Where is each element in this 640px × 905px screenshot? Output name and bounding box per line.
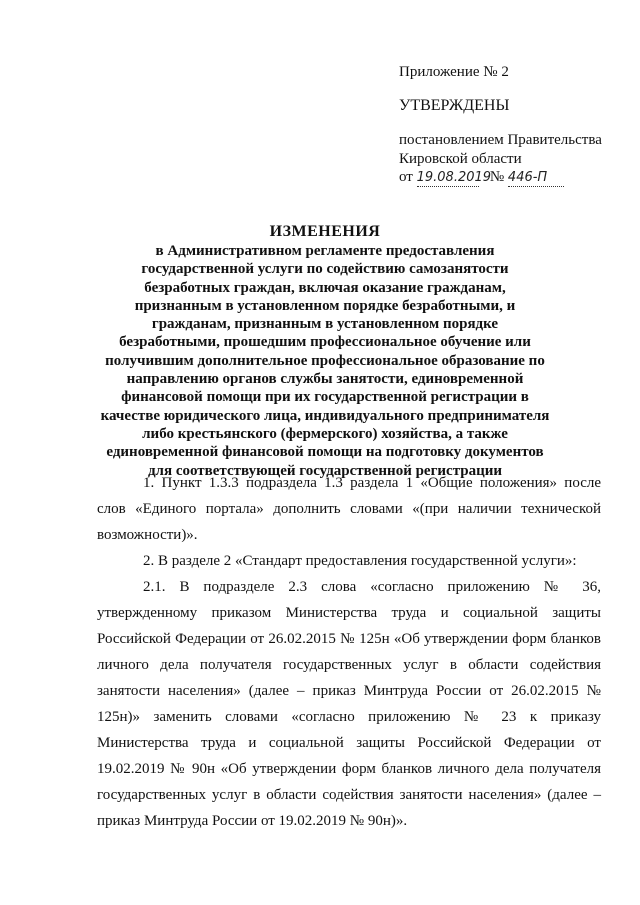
resolution-block	[399, 131, 602, 169]
resolution-line-2: Кировской области	[399, 151, 522, 167]
date-prefix: от	[399, 169, 413, 185]
title-subtitle: в Административном регламенте предоставления государственной услуги по содействию самозанятости безработных граждан, включая оказание гражданам, признанным в установленном порядке безработными, и гражданам, признанным в установленном порядке безработными, прошедшим профессиональное обучение или получившим дополнительное профессиональное образование по направлению органов службы занятости, единовременной финансовой помощи при их государственной регистрации в качестве юридического лица, индивидуального предпринимателя либо крестьянского (фермерского) хозяйства, а также единовременной финансовой помощи на подготовку документов для соответствующей государственной регистрации	[100, 243, 550, 479]
paragraph-1: 1. Пункт 1.3.3 подраздела 1.3 раздела 1 «Общие положения» после слов «Единого портала» дополнить словами «(при наличии технической возможности)».	[97, 475, 601, 543]
paragraph-2: 2. В разделе 2 «Стандарт предоставления государственной услуги»:	[143, 553, 577, 569]
handwritten-number: 446-П	[508, 170, 564, 187]
appendix-label: Приложение № 2	[399, 64, 509, 80]
document-title	[100, 222, 550, 480]
number-prefix: №	[489, 169, 505, 185]
paragraph-3: 2.1. В подразделе 2.3 слова «согласно приложению № 36, утвержденному приказом Министерства труда и социальной защиты Российской Федерации от 26.02.2015 № 125н «Об утверждении форм бланков личного дела получателя государственных услуг в области содействия занятости населения» (далее – приказ Минтруда России от 26.02.2015 № 125н)» заменить словами «согласно приложению № 23 к приказу Министерства труда и социальной защиты Российской Федерации от 19.02.2019 № 90н «Об утверждении форм бланков личного дела получателя государственных услуг в области содействия занятости населения» (далее – приказ Минтруда России от 19.02.2019 № 90н)».	[97, 579, 601, 829]
title-heading: ИЗМЕНЕНИЯ	[269, 223, 381, 240]
resolution-line-1: постановлением Правительства	[399, 132, 602, 148]
handwritten-date: 19.08.2019	[416, 170, 492, 185]
approved-label: УТВЕРЖДЕНЫ	[399, 97, 510, 114]
date-number-line	[399, 168, 564, 187]
document-body	[97, 470, 601, 834]
